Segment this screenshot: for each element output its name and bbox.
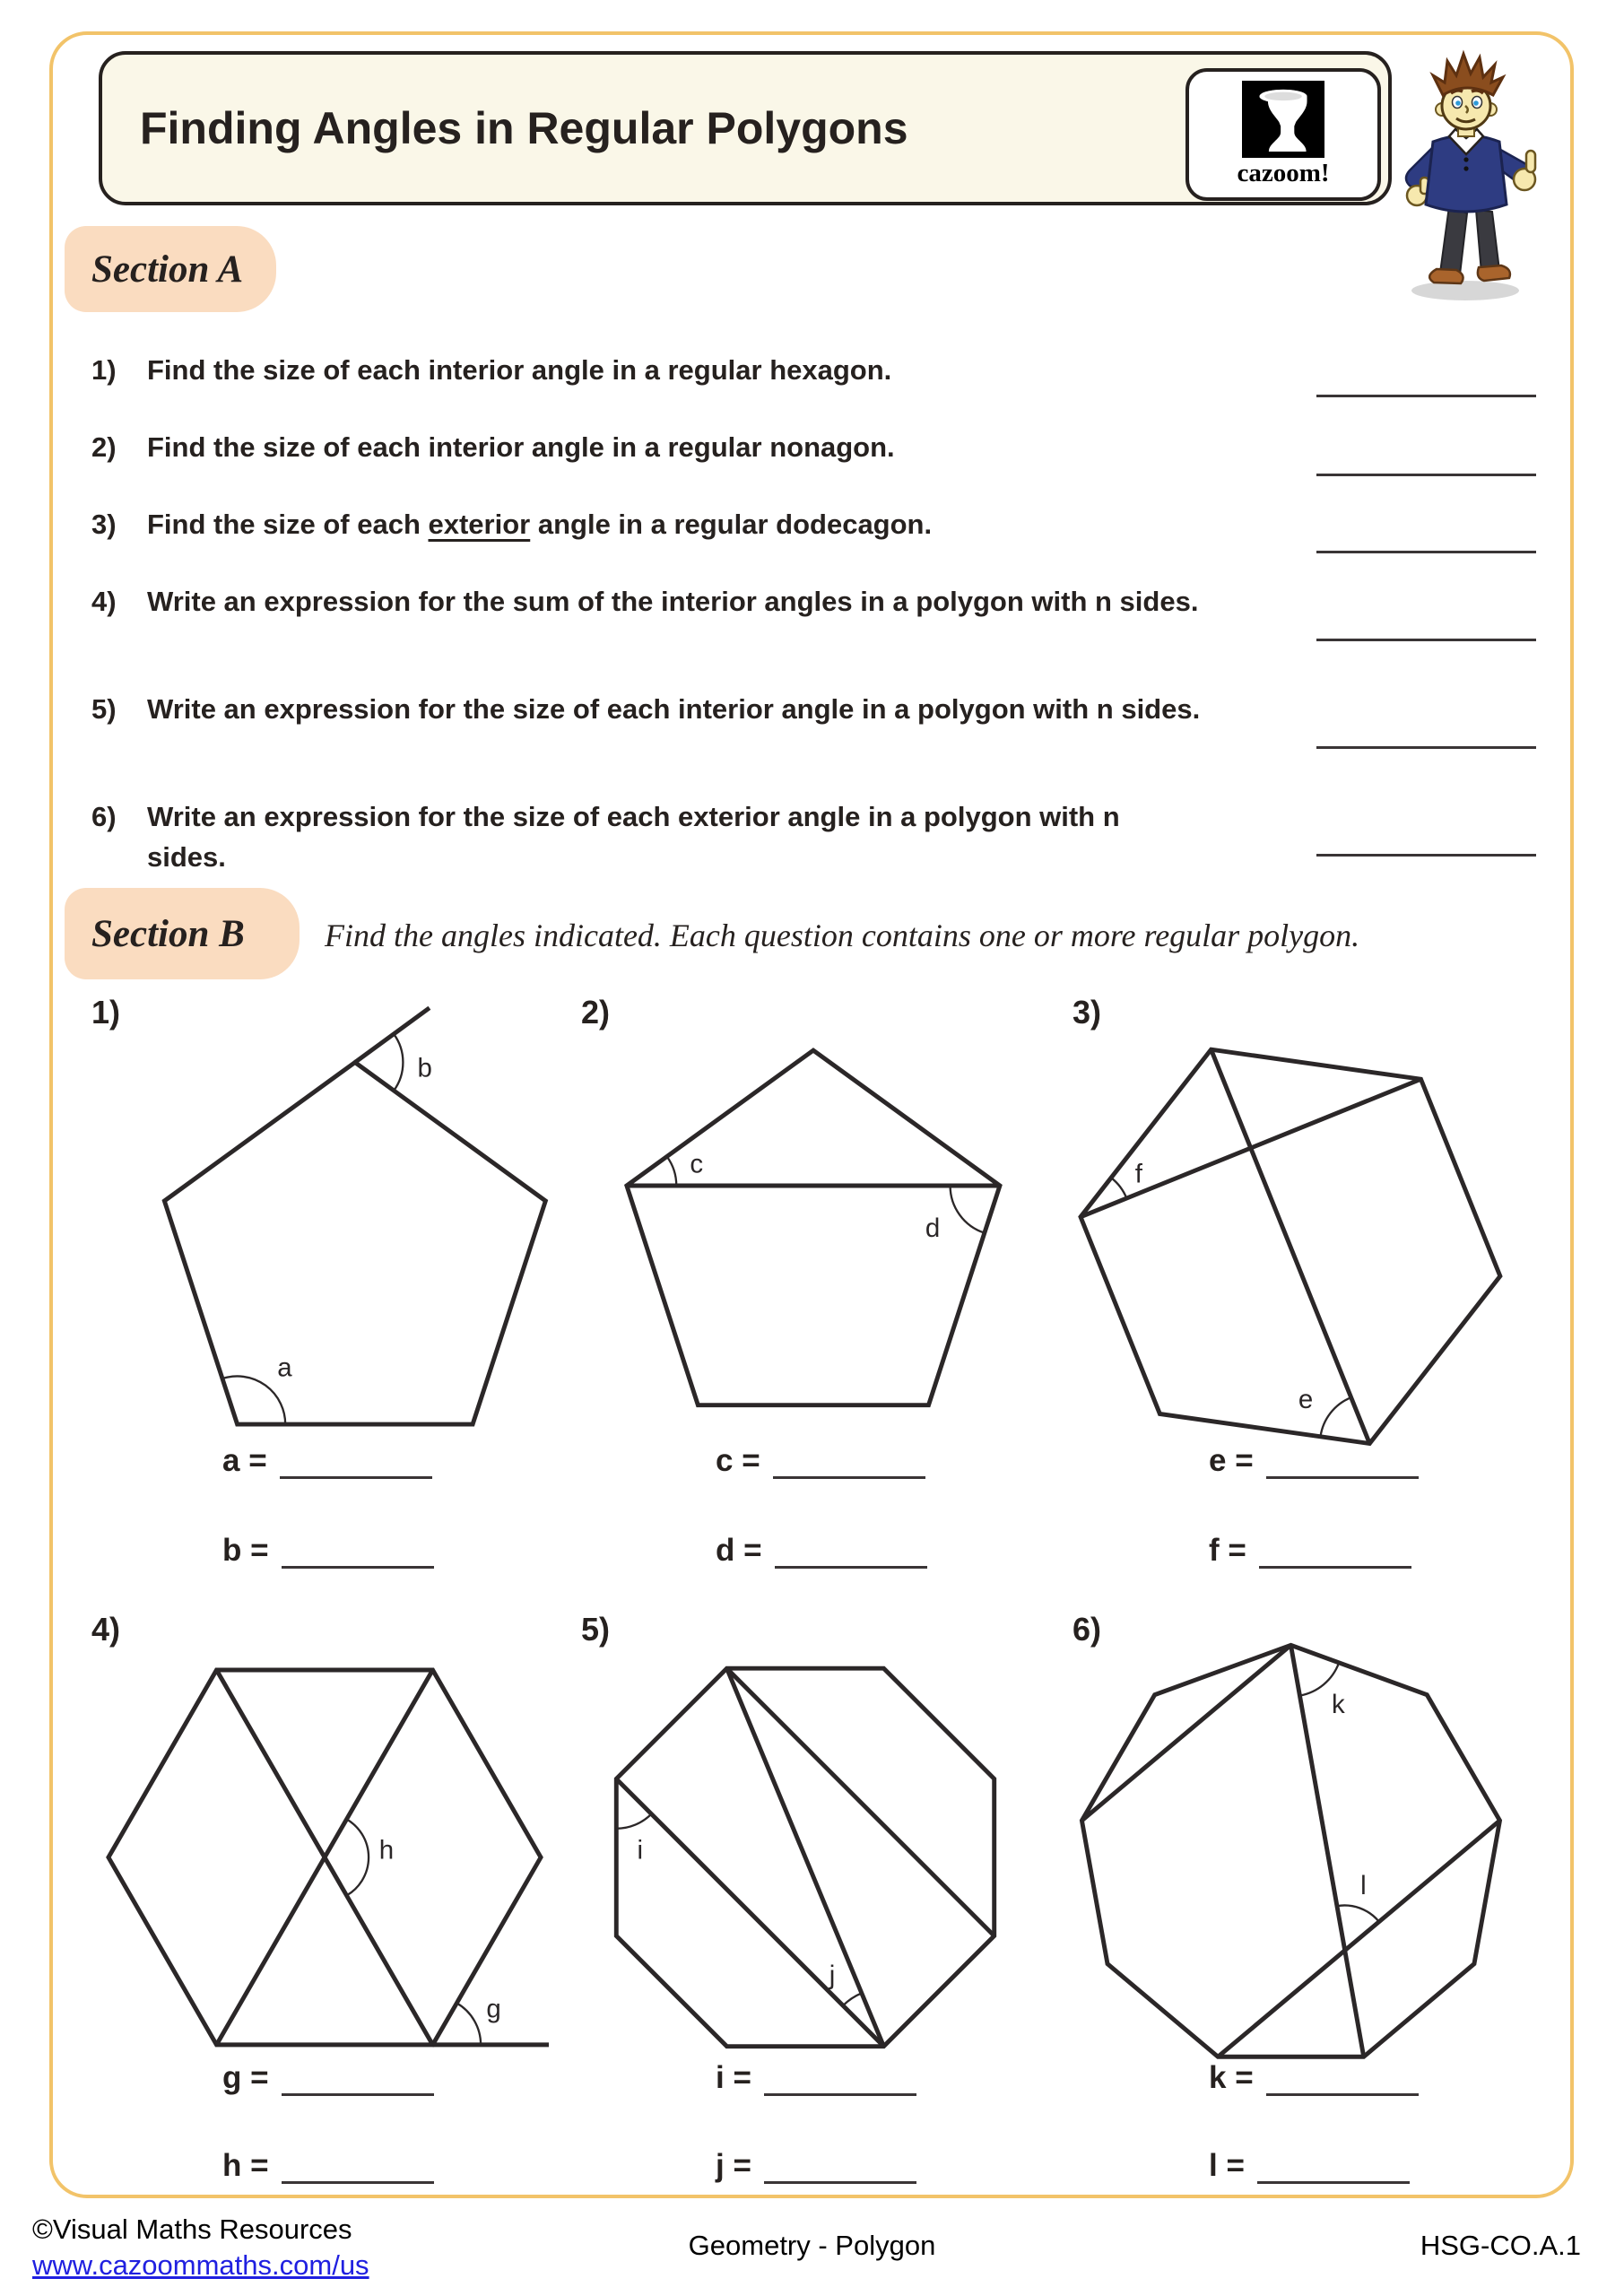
question-1 — [91, 350, 1205, 390]
answer-blank — [764, 2059, 916, 2096]
question-text-underlined: exterior — [428, 509, 531, 540]
angle-arc-a — [222, 1376, 285, 1424]
answer-blank — [280, 1442, 432, 1479]
answer-label: i = — [716, 2060, 751, 2095]
diagram-nonagon-chords — [1063, 1625, 1511, 2074]
angle-label-h: h — [378, 1835, 395, 1866]
diagram-2-number: 2) — [581, 994, 611, 1031]
section-a-label: Section A — [91, 248, 244, 291]
angle-label-k: k — [1332, 1690, 1345, 1720]
answer-label: d = — [716, 1533, 762, 1568]
angle-label-j: j — [829, 1961, 836, 1990]
answer-blank — [773, 1442, 925, 1479]
question-text: Write an expression for the size of each exterior angle in a polygon with n sides. — [147, 801, 1120, 873]
angle-arc-b — [394, 1034, 403, 1091]
angle-label-b: b — [417, 1053, 432, 1083]
answer-label: h = — [222, 2148, 269, 2183]
answer-label: j = — [716, 2148, 751, 2183]
chord-line — [616, 1779, 883, 2046]
question-6 — [91, 796, 1205, 877]
section-a-badge — [65, 226, 276, 312]
answer-blank — [1257, 2147, 1410, 2184]
angle-label-a: a — [277, 1352, 292, 1383]
answer-label: f = — [1209, 1533, 1246, 1568]
answer-h — [222, 2147, 434, 2184]
answer-label: g = — [222, 2060, 269, 2095]
answer-label: c = — [716, 1443, 760, 1478]
question-text: Write an expression for the sum of the interior angles in a polygon with n sides. — [147, 586, 1199, 617]
mascot-shoe — [1429, 269, 1463, 283]
answer-line-q4 — [1316, 639, 1536, 641]
answer-g — [222, 2059, 434, 2096]
diagram-hexagon-diagonals — [1058, 1006, 1507, 1455]
cazoom-logo-text: cazoom! — [1237, 159, 1330, 187]
copyright-text: ©Visual Maths Resources — [32, 2213, 352, 2245]
angle-label-d: d — [925, 1213, 941, 1244]
answer-line-q2 — [1316, 474, 1536, 476]
diagram-3-number: 3) — [1073, 994, 1102, 1031]
pentagon-outline — [627, 1050, 1000, 1405]
angle-label-g: g — [486, 1994, 501, 2024]
page-title: Finding Angles in Regular Polygons — [140, 103, 908, 153]
diagram-1-number: 1) — [91, 994, 121, 1031]
answer-line-q6 — [1316, 854, 1536, 857]
question-5 — [91, 689, 1205, 729]
question-number: 4) — [91, 586, 117, 617]
answer-blank — [764, 2147, 916, 2184]
answer-blank — [1259, 1532, 1411, 1569]
answer-d — [716, 1532, 927, 1569]
section-b-instructions: Find the angles indicated. Each question contains one or more regular polygon. — [325, 918, 1360, 953]
chord-line — [727, 1668, 994, 1935]
angle-arc-l — [1337, 1905, 1379, 1921]
angle-arc-i — [616, 1814, 651, 1829]
answer-label: k = — [1209, 2060, 1254, 2095]
answer-a — [222, 1442, 432, 1479]
angle-arc-e — [1321, 1397, 1351, 1437]
question-text: Find the size of each interior angle in a regular nonagon. — [147, 431, 895, 463]
question-number: 1) — [91, 354, 117, 386]
chord-line — [1081, 1645, 1290, 1821]
angle-label-e: e — [1298, 1385, 1314, 1415]
djembe-drum-icon — [1242, 81, 1324, 158]
angle-label-i: i — [637, 1835, 644, 1866]
answer-label: l = — [1209, 2148, 1245, 2183]
diagram-6-number: 6) — [1073, 1611, 1102, 1648]
question-number: 6) — [91, 801, 117, 832]
diagram-hexagon-extension — [100, 1625, 549, 2074]
answer-f — [1209, 1532, 1411, 1569]
diagram-4-number: 4) — [91, 1611, 121, 1648]
question-4 — [91, 581, 1205, 622]
angle-arc-j — [843, 1993, 862, 2005]
answer-label: b = — [222, 1533, 269, 1568]
question-3 — [91, 504, 1205, 544]
section-b-badge — [65, 888, 300, 979]
angle-label-l: l — [1360, 1871, 1367, 1900]
angle-label-f: f — [1134, 1159, 1142, 1189]
mascot-shoe — [1478, 265, 1510, 281]
angle-label-c: c — [690, 1149, 704, 1179]
answer-c — [716, 1442, 925, 1479]
answer-i — [716, 2059, 916, 2096]
answer-j — [716, 2147, 916, 2184]
angle-arc-c — [667, 1157, 677, 1187]
answer-blank — [1266, 2059, 1419, 2096]
answer-b — [222, 1532, 434, 1569]
angle-arc-g — [456, 2003, 481, 2044]
answer-e — [1209, 1442, 1419, 1479]
diagram-pentagon-exterior — [115, 1006, 563, 1455]
footer-topic: Geometry - Polygon — [688, 2230, 936, 2261]
section-b-label: Section B — [91, 912, 245, 955]
diagram-5-number: 5) — [581, 1611, 611, 1648]
answer-k — [1209, 2059, 1419, 2096]
answer-line-q3 — [1316, 551, 1536, 553]
footer-standard-code: HSG-CO.A.1 — [1420, 2230, 1581, 2261]
question-text: Find the size of each interior angle in a regular hexagon. — [147, 354, 892, 386]
question-text: angle in a regular dodecagon. — [530, 509, 933, 540]
question-2 — [91, 427, 1205, 467]
answer-label: e = — [1209, 1443, 1254, 1478]
question-number: 2) — [91, 431, 117, 463]
answer-blank — [282, 2059, 434, 2096]
answer-line-q1 — [1316, 395, 1536, 397]
answer-blank — [1266, 1442, 1419, 1479]
diagram-pentagon-chord — [581, 1006, 1029, 1455]
answer-blank — [282, 2147, 434, 2184]
question-number: 5) — [91, 693, 117, 725]
answer-l — [1209, 2147, 1410, 2184]
diagram-octagon-chords — [581, 1625, 1029, 2074]
answer-label: a = — [222, 1443, 267, 1478]
angle-arc-h — [347, 1819, 369, 1895]
website-link[interactable]: www.cazoommaths.com/us — [32, 2249, 369, 2281]
chord-line — [1290, 1645, 1363, 2057]
answer-line-q5 — [1316, 746, 1536, 749]
mascot-shadow — [1411, 281, 1519, 300]
cazoom-logo — [1185, 68, 1381, 201]
answer-blank — [775, 1532, 927, 1569]
angle-arc-f — [1111, 1178, 1126, 1198]
question-number: 3) — [91, 509, 117, 540]
angle-arc-d — [951, 1186, 985, 1233]
answer-blank — [282, 1532, 434, 1569]
chord-line — [727, 1668, 884, 2046]
question-text: Find the size of each — [147, 509, 429, 540]
mascot-hair — [1433, 54, 1503, 95]
question-text: Write an expression for the size of each interior angle in a polygon with n sides. — [147, 693, 1201, 725]
mascot-character — [1388, 36, 1546, 305]
pentagon-outline — [164, 1063, 545, 1425]
